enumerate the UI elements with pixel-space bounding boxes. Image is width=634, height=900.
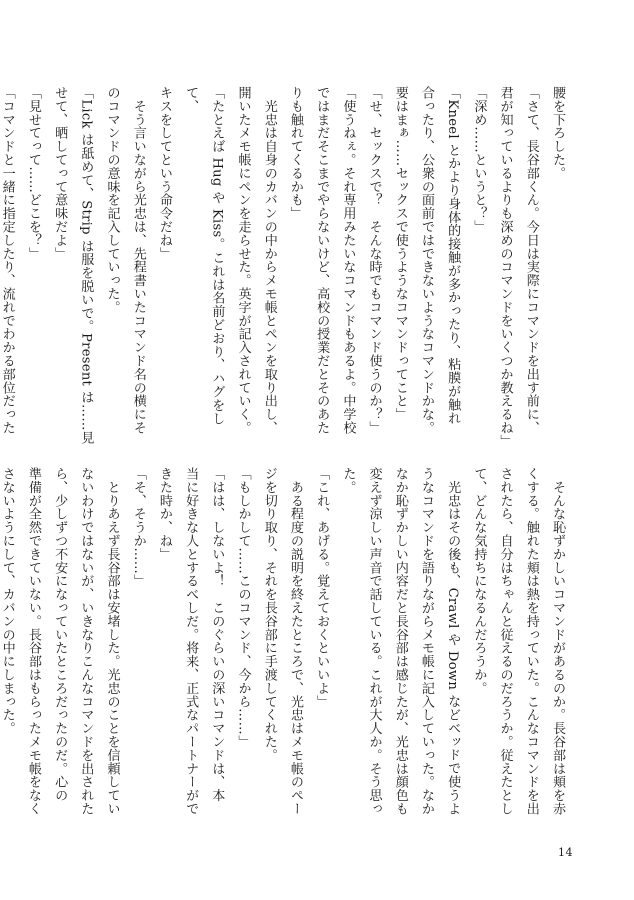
text-line: 要はまぁ……セックスで使うようなコマンドってこと」 [392, 86, 408, 421]
text-line: ないわけではないが、いきなりこんなコマンドを出された [78, 467, 94, 816]
text-line: 君が知っているよりも深めのコマンドをいくつか教えるね」 [497, 86, 513, 448]
text-line: きた時か、ね」 [156, 467, 172, 561]
text-line: りも触れてくるかも」 [287, 86, 303, 220]
text-line: 光忠は自身のカバンの中からメモ帳とペンを取り出し、 [261, 86, 277, 435]
text-line: そう言いながら光忠は、先程書いたコマンド名の横にそ [130, 86, 146, 435]
text-line: さないようにして、カバンの中にしまった。 [0, 467, 15, 735]
text-line: うなコマンドを語りながらメモ帳に記入していった。なか [418, 467, 434, 816]
text-line: 当に好きな人とするべしだ。将来、正式なパートナーがで [183, 467, 199, 816]
text-line: せて、晒してって意味だよ」 [52, 86, 68, 261]
text-line: 「コマンドと一緒に指定したり、流れでわかる部位だった [0, 86, 15, 435]
text-line: くする。触れた頬は熱を持っていた。こんなコマンドを出 [523, 467, 539, 816]
page-number: 14 [558, 846, 573, 859]
text-line: 「見せてって……どこを？」 [25, 86, 41, 261]
text-line: 「そ、そうか……」 [130, 467, 146, 588]
text-line: 「もしかして……このコマンド、今から……」 [235, 467, 251, 749]
text-line: 合ったり、公衆の面前ではできないようなコマンドかな。 [418, 86, 434, 435]
text-line: 開いたメモ帳にペンを走らせた。英字が記入されていく。 [235, 86, 251, 435]
top-text-block [0, 86, 570, 448]
text-line: 「せ、セックスで？ そんな時でもコマンド使うのか？」 [366, 86, 382, 435]
text-line: ある程度の説明を終えたところで、光忠はメモ帳のペー [287, 467, 303, 816]
text-line: 腰を下ろした。 [550, 86, 565, 180]
text-line: 準備が全然できていない。長谷部はもらったメモ帳をなく [25, 467, 41, 816]
text-line: 「たとえば Hug や Kiss。これは名前どおり、ハグをして、 [183, 86, 225, 426]
text-line: 「これ、あげる。覚えておくといいよ」 [314, 467, 330, 709]
text-line: 変えず涼しい声音で話している。これが大人か。そう思っ [366, 467, 382, 816]
text-line: されたら、自分はちゃんと従えるのだろうか。従えたとし [497, 467, 513, 816]
text-line: 光忠はその後も、Crawl や Down などベッドで使うよ [445, 467, 461, 816]
text-line: 「深め……というと？」 [471, 86, 487, 234]
bottom-text-block [0, 467, 570, 829]
text-line: 「使うねぇ。それ専用みたいなコマンドもあるよ。中学校 [340, 86, 356, 435]
text-line: キスをしてという命令だね」 [156, 86, 172, 261]
text-line: 「Kneel とかより身体的接触が多かったり、粘膜が触れ [445, 86, 461, 425]
text-line: 「さて、長谷部くん。今日は実際にコマンドを出す前に、 [523, 86, 539, 435]
text-line: とりあえず長谷部は安堵した。光忠のことを信頼してい [104, 467, 120, 816]
text-line: なか恥ずかしい内容だと長谷部は感じたが、光忠は顔色も [392, 467, 408, 816]
text-line: ら、少しずつ不安になっていたところだったのだ。心の [52, 467, 68, 802]
text-line: た。 [340, 467, 356, 494]
text-line: ジを切り取り、それを長谷部に手渡してくれた。 [261, 467, 277, 762]
text-line: て、どんな気持ちになるんだろうか。 [471, 467, 487, 695]
text-line: 「Lick は舐めて、Strip は服を脱いで。Present は……見 [78, 86, 94, 445]
text-line: のコマンドの意味を記入していった。 [104, 86, 120, 314]
text-line: ではまだそこまでやらないけど、高校の授業だとそのあた [314, 86, 330, 435]
text-line: 「はは、しないよ！ このぐらいの深いコマンドは、本 [209, 467, 225, 802]
text-line: そんな恥ずかしいコマンドがあるのか。長谷部は頬を赤 [550, 467, 565, 816]
